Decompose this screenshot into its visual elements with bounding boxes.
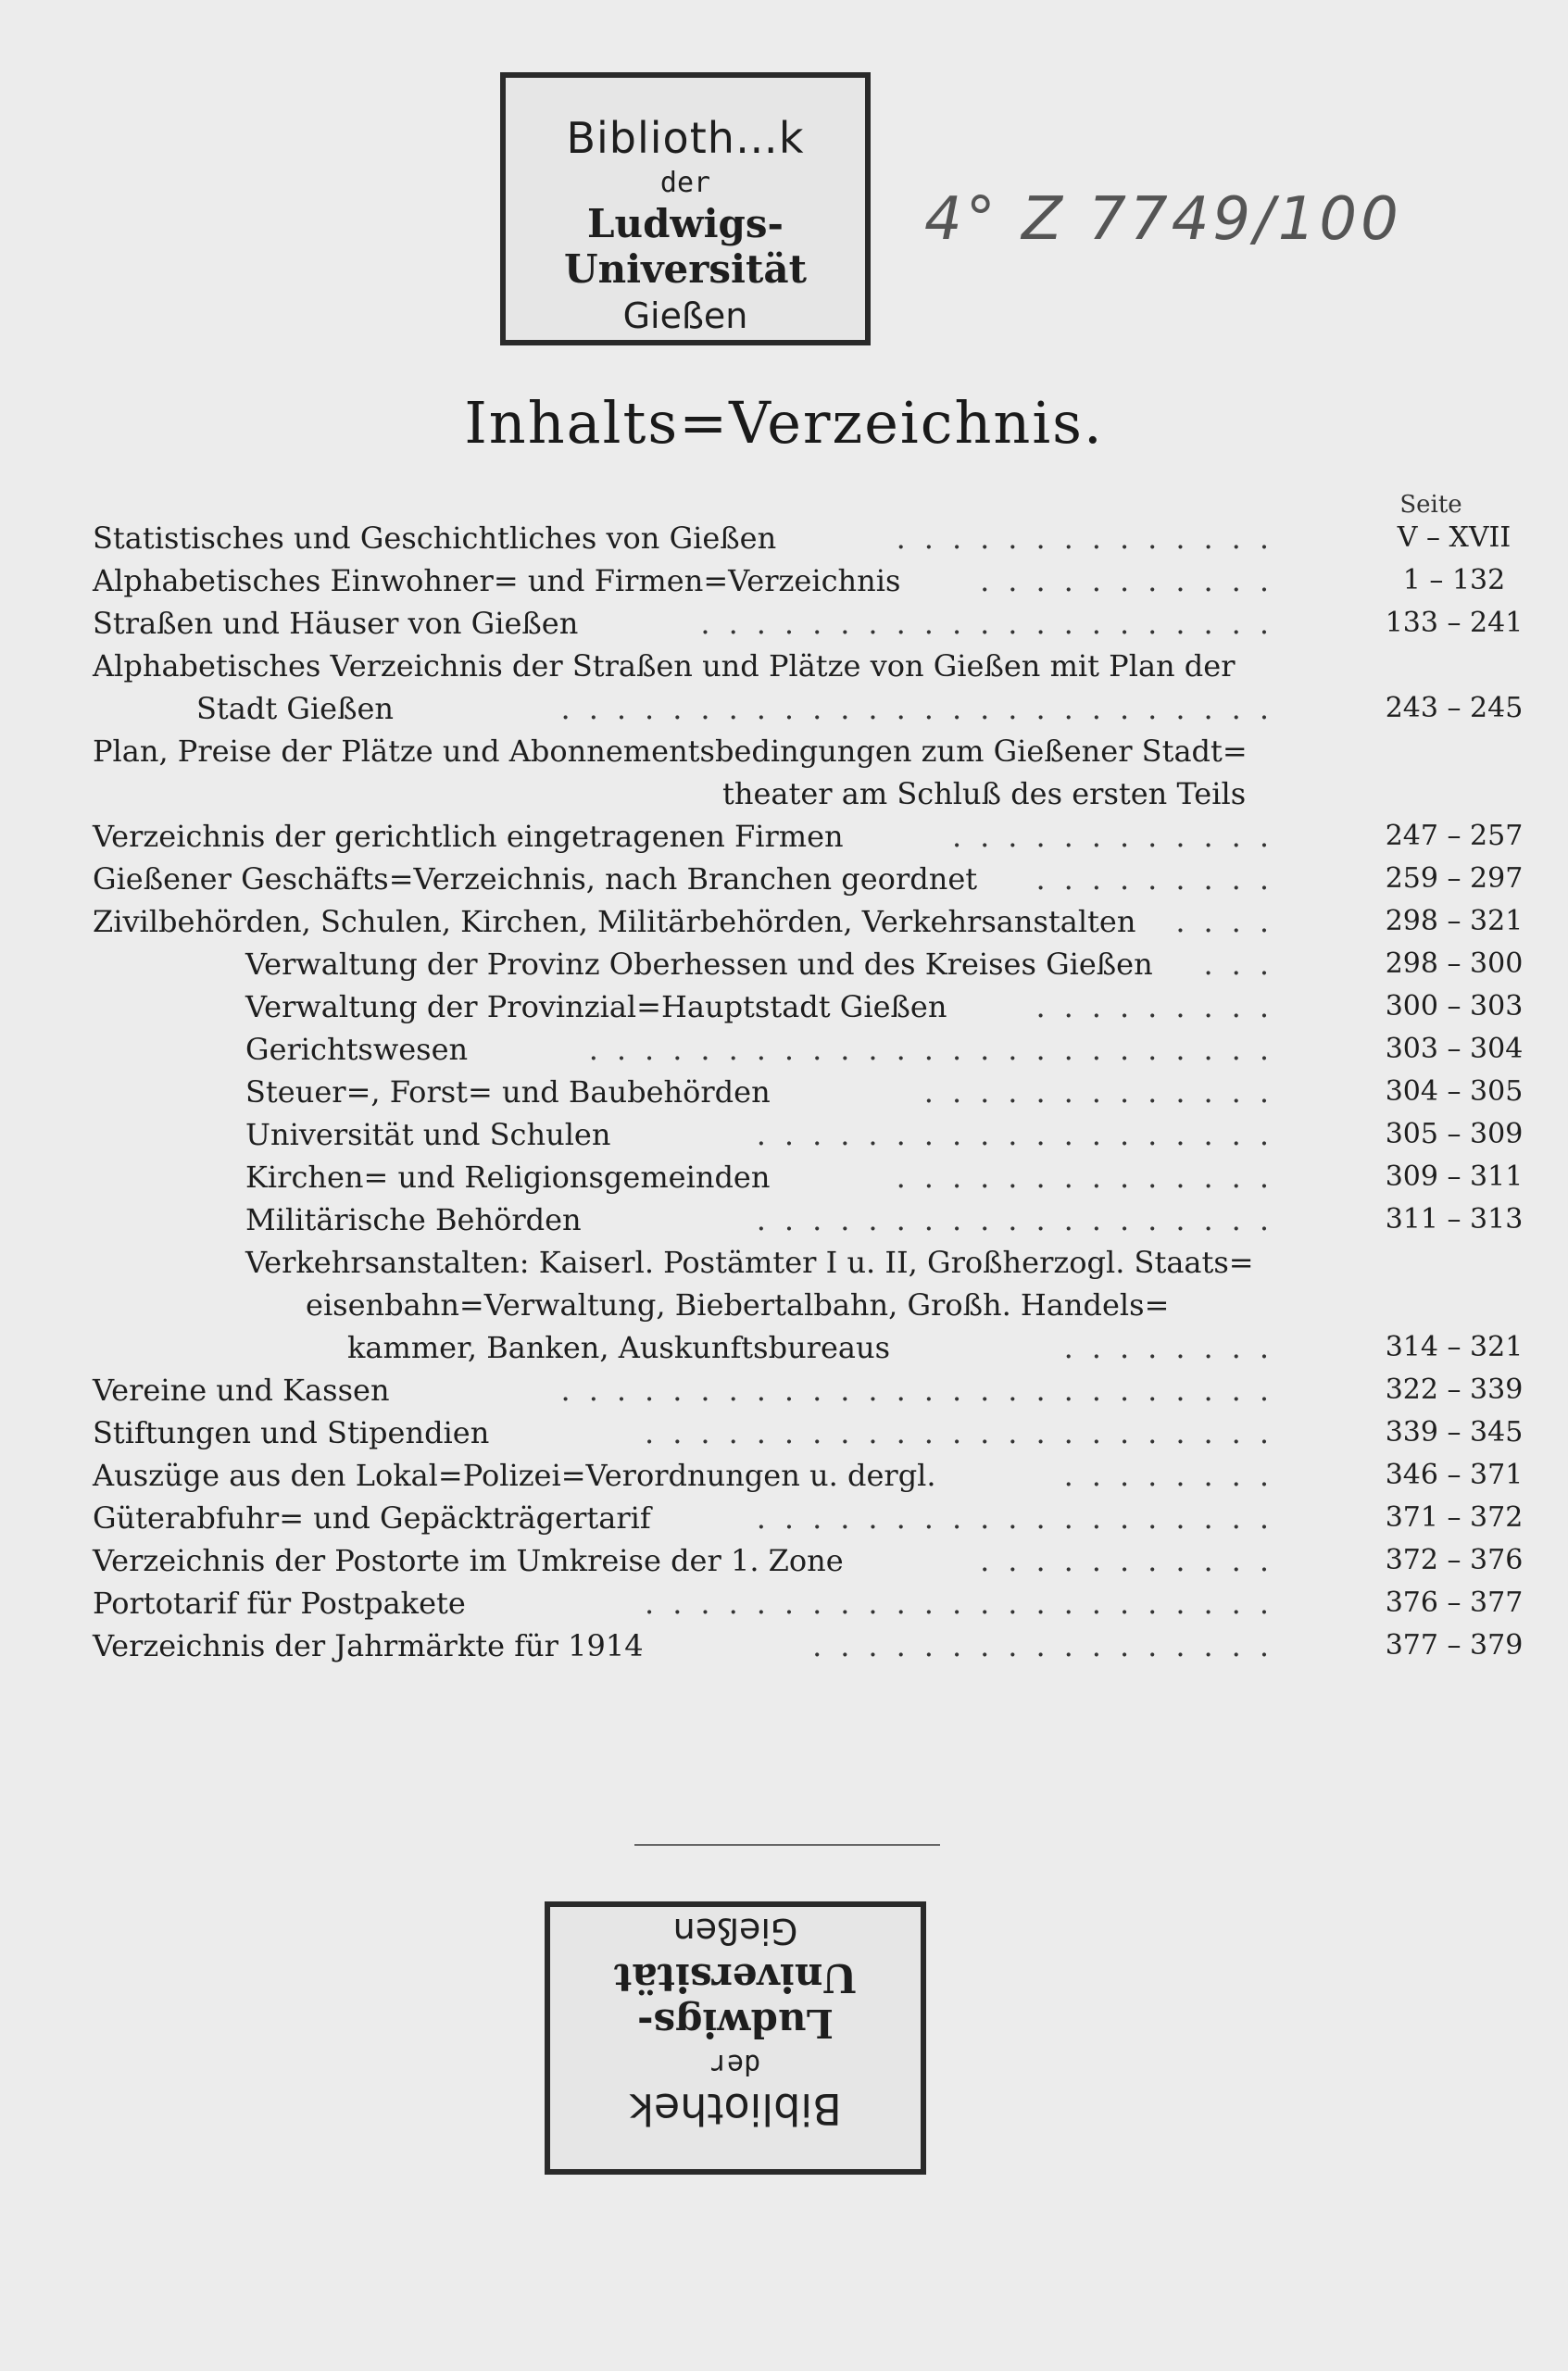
leader-dots: .......................... — [560, 1373, 1287, 1408]
leader-dots: ................... — [756, 1117, 1287, 1152]
toc-entry-label: Plan, Preise der Plätze und Abonnementsbedingungen zum Gießener Stadt= — [93, 734, 1248, 769]
toc-entry-label: Gießener Geschäfts=Verzeichnis, nach Branchen geordnet — [93, 861, 978, 897]
toc-entry-label: Verzeichnis der Postorte im Umkreise der 1. Zone — [93, 1543, 844, 1578]
toc-entry-page: 339 – 345 — [1385, 1416, 1524, 1449]
leader-dots: .............. — [896, 1160, 1287, 1195]
toc-subentry — [93, 1113, 1524, 1156]
toc-entry — [93, 687, 1524, 730]
leader-dots: ... — [1203, 947, 1287, 982]
toc-entry-label: Universität und Schulen — [245, 1117, 611, 1152]
toc-entry-label: Verwaltung der Provinz Oberhessen und des Kreises Gießen — [245, 947, 1153, 982]
toc-entry-label: Stiftungen und Stipendien — [93, 1415, 490, 1450]
toc-entry-page: V – XVII — [1397, 521, 1512, 554]
page-title: Inhalts=Verzeichnis. — [464, 389, 1104, 457]
toc-entry-label: Portotarif für Postpakete — [93, 1586, 466, 1621]
shelfmark-handwritten: 4° Z 7749/100 — [924, 185, 1402, 254]
stamp-line-2: der — [659, 167, 711, 199]
toc-entry — [93, 517, 1512, 559]
toc-subentry — [93, 1241, 1482, 1284]
toc-entry-label: Steuer=, Forst= und Baubehörden — [245, 1074, 771, 1110]
toc-entry-label: Alphabetisches Verzeichnis der Straßen und Plätze von Gießen mit Plan der — [93, 648, 1236, 684]
toc-entry-label: kammer, Banken, Auskunftsbureaus — [347, 1330, 891, 1365]
toc-entry-page: 259 – 297 — [1385, 862, 1524, 895]
toc-entry-label: Militärische Behörden — [245, 1202, 582, 1237]
leader-dots: ......................... — [588, 1032, 1287, 1067]
toc-entry — [93, 559, 1506, 602]
toc-subentry — [93, 943, 1524, 985]
toc-entry — [93, 1625, 1524, 1667]
toc-subentry — [93, 1198, 1524, 1241]
leader-dots: ....................... — [645, 1586, 1287, 1621]
toc-entry-label: Verzeichnis der gerichtlich eingetragenen Firmen — [93, 819, 844, 854]
toc-entry-label: Alphabetisches Einwohner= und Firmen=Verzeichnis — [93, 563, 901, 598]
toc-entry-label: Verwaltung der Provinzial=Hauptstadt Gießen — [245, 989, 947, 1024]
toc-entry-label: Stadt Gießen — [196, 691, 395, 726]
toc-entry-label: Güterabfuhr= und Gepäckträgertarif — [93, 1500, 651, 1536]
toc-entry-page: 376 – 377 — [1385, 1587, 1524, 1619]
toc-entry-label: Statistisches und Geschichtliches von Gießen — [93, 521, 777, 556]
section-divider — [634, 1844, 940, 1846]
stamp-line-4: Gießen — [672, 1911, 798, 1951]
library-stamp-top — [500, 72, 871, 345]
toc-entry-page: 377 – 379 — [1385, 1629, 1524, 1662]
leader-dots: ............ — [951, 819, 1287, 854]
toc-entry — [93, 1411, 1524, 1454]
toc-entry-page: 314 – 321 — [1385, 1331, 1524, 1363]
leader-dots: .............. — [896, 521, 1287, 556]
leader-dots: ............. — [923, 1074, 1287, 1110]
leader-dots: ................... — [756, 1202, 1287, 1237]
toc-entry-page: 305 – 309 — [1385, 1118, 1524, 1150]
toc-entry-page: 247 – 257 — [1385, 820, 1524, 852]
toc-entry-page: 371 – 372 — [1385, 1501, 1524, 1534]
toc-entry-page: 303 – 304 — [1385, 1033, 1524, 1065]
toc-entry — [93, 1369, 1524, 1411]
stamp-line-3: Ludwigs-Universität — [614, 1955, 857, 2046]
toc-entry — [93, 645, 1482, 687]
toc-entry-page: 1 – 132 — [1402, 564, 1506, 596]
leader-dots: .... — [1175, 904, 1287, 939]
stamp-line-3: Ludwigs-Universität — [564, 201, 807, 292]
leader-dots: ....................... — [645, 1415, 1287, 1450]
toc-entry-page: 346 – 371 — [1385, 1459, 1524, 1491]
stamp-line-1: Bibliothek — [629, 2084, 842, 2134]
toc-entry-page: 133 – 241 — [1385, 607, 1524, 639]
library-stamp-bottom-inverted — [545, 1901, 926, 2175]
table-of-contents — [93, 517, 1524, 1667]
toc-entry-label: Kirchen= und Religionsgemeinden — [245, 1160, 771, 1195]
toc-entry-label: Verkehrsanstalten: Kaiserl. Postämter I u. II, Großherzogl. Staats= — [245, 1245, 1254, 1280]
toc-subentry — [93, 1156, 1524, 1198]
leader-dots: ..................... — [700, 606, 1287, 641]
toc-entry-page: 311 – 313 — [1385, 1203, 1524, 1236]
toc-entry — [93, 602, 1524, 645]
toc-entry-label: Gerichtswesen — [245, 1032, 469, 1067]
leader-dots: ........ — [1063, 1330, 1287, 1365]
toc-entry-page: 304 – 305 — [1385, 1075, 1524, 1108]
toc-entry — [93, 858, 1524, 900]
toc-entry — [93, 1454, 1524, 1497]
toc-subentry — [93, 1028, 1524, 1071]
toc-entry — [93, 730, 1482, 772]
toc-subentry — [93, 1326, 1524, 1369]
stamp-line-2: der — [709, 2048, 761, 2080]
leader-dots: ......... — [1035, 989, 1287, 1024]
toc-entry-label: theater am Schluß des ersten Teils — [722, 776, 1247, 811]
leader-dots: ......... — [1035, 861, 1287, 897]
toc-entry-page: 243 – 245 — [1385, 692, 1524, 724]
toc-entry-page: 372 – 376 — [1385, 1544, 1524, 1576]
toc-entry-label: eisenbahn=Verwaltung, Biebertalbahn, Großh. Handels= — [306, 1287, 1170, 1323]
leader-dots: ........... — [980, 1543, 1287, 1578]
toc-entry-label: Verzeichnis der Jahrmärkte für 1914 — [93, 1628, 644, 1663]
stamp-line-4: Gießen — [622, 295, 748, 336]
toc-entry-label: Zivilbehörden, Schulen, Kirchen, Militärbehörden, Verkehrsanstalten — [93, 904, 1136, 939]
stamp-line-1: Biblioth…k — [566, 113, 805, 163]
toc-entry-page: 298 – 300 — [1385, 947, 1524, 980]
toc-entry-page: 309 – 311 — [1385, 1160, 1524, 1193]
leader-dots: .......................... — [560, 691, 1287, 726]
leader-dots: ................... — [756, 1500, 1287, 1536]
leader-dots: ........ — [1063, 1458, 1287, 1493]
toc-subentry — [93, 985, 1524, 1028]
toc-entry — [93, 815, 1524, 858]
toc-entry — [93, 1582, 1524, 1625]
leader-dots: ................. — [812, 1628, 1287, 1663]
toc-entry — [93, 772, 1482, 815]
toc-entry — [93, 1497, 1524, 1539]
toc-entry-page: 322 – 339 — [1385, 1374, 1524, 1406]
toc-subentry — [93, 1071, 1524, 1113]
page-column-header: Seite — [1399, 491, 1462, 519]
toc-entry-label: Straßen und Häuser von Gießen — [93, 606, 579, 641]
toc-entry-label: Vereine und Kassen — [93, 1373, 390, 1408]
toc-entry — [93, 900, 1524, 943]
toc-subentry — [93, 1284, 1482, 1326]
toc-entry-page: 300 – 303 — [1385, 990, 1524, 1022]
toc-entry-page: 298 – 321 — [1385, 905, 1524, 937]
toc-entry-label: Auszüge aus den Lokal=Polizei=Verordnungen u. dergl. — [93, 1458, 936, 1493]
toc-entry — [93, 1539, 1524, 1582]
leader-dots: ........... — [980, 563, 1287, 598]
